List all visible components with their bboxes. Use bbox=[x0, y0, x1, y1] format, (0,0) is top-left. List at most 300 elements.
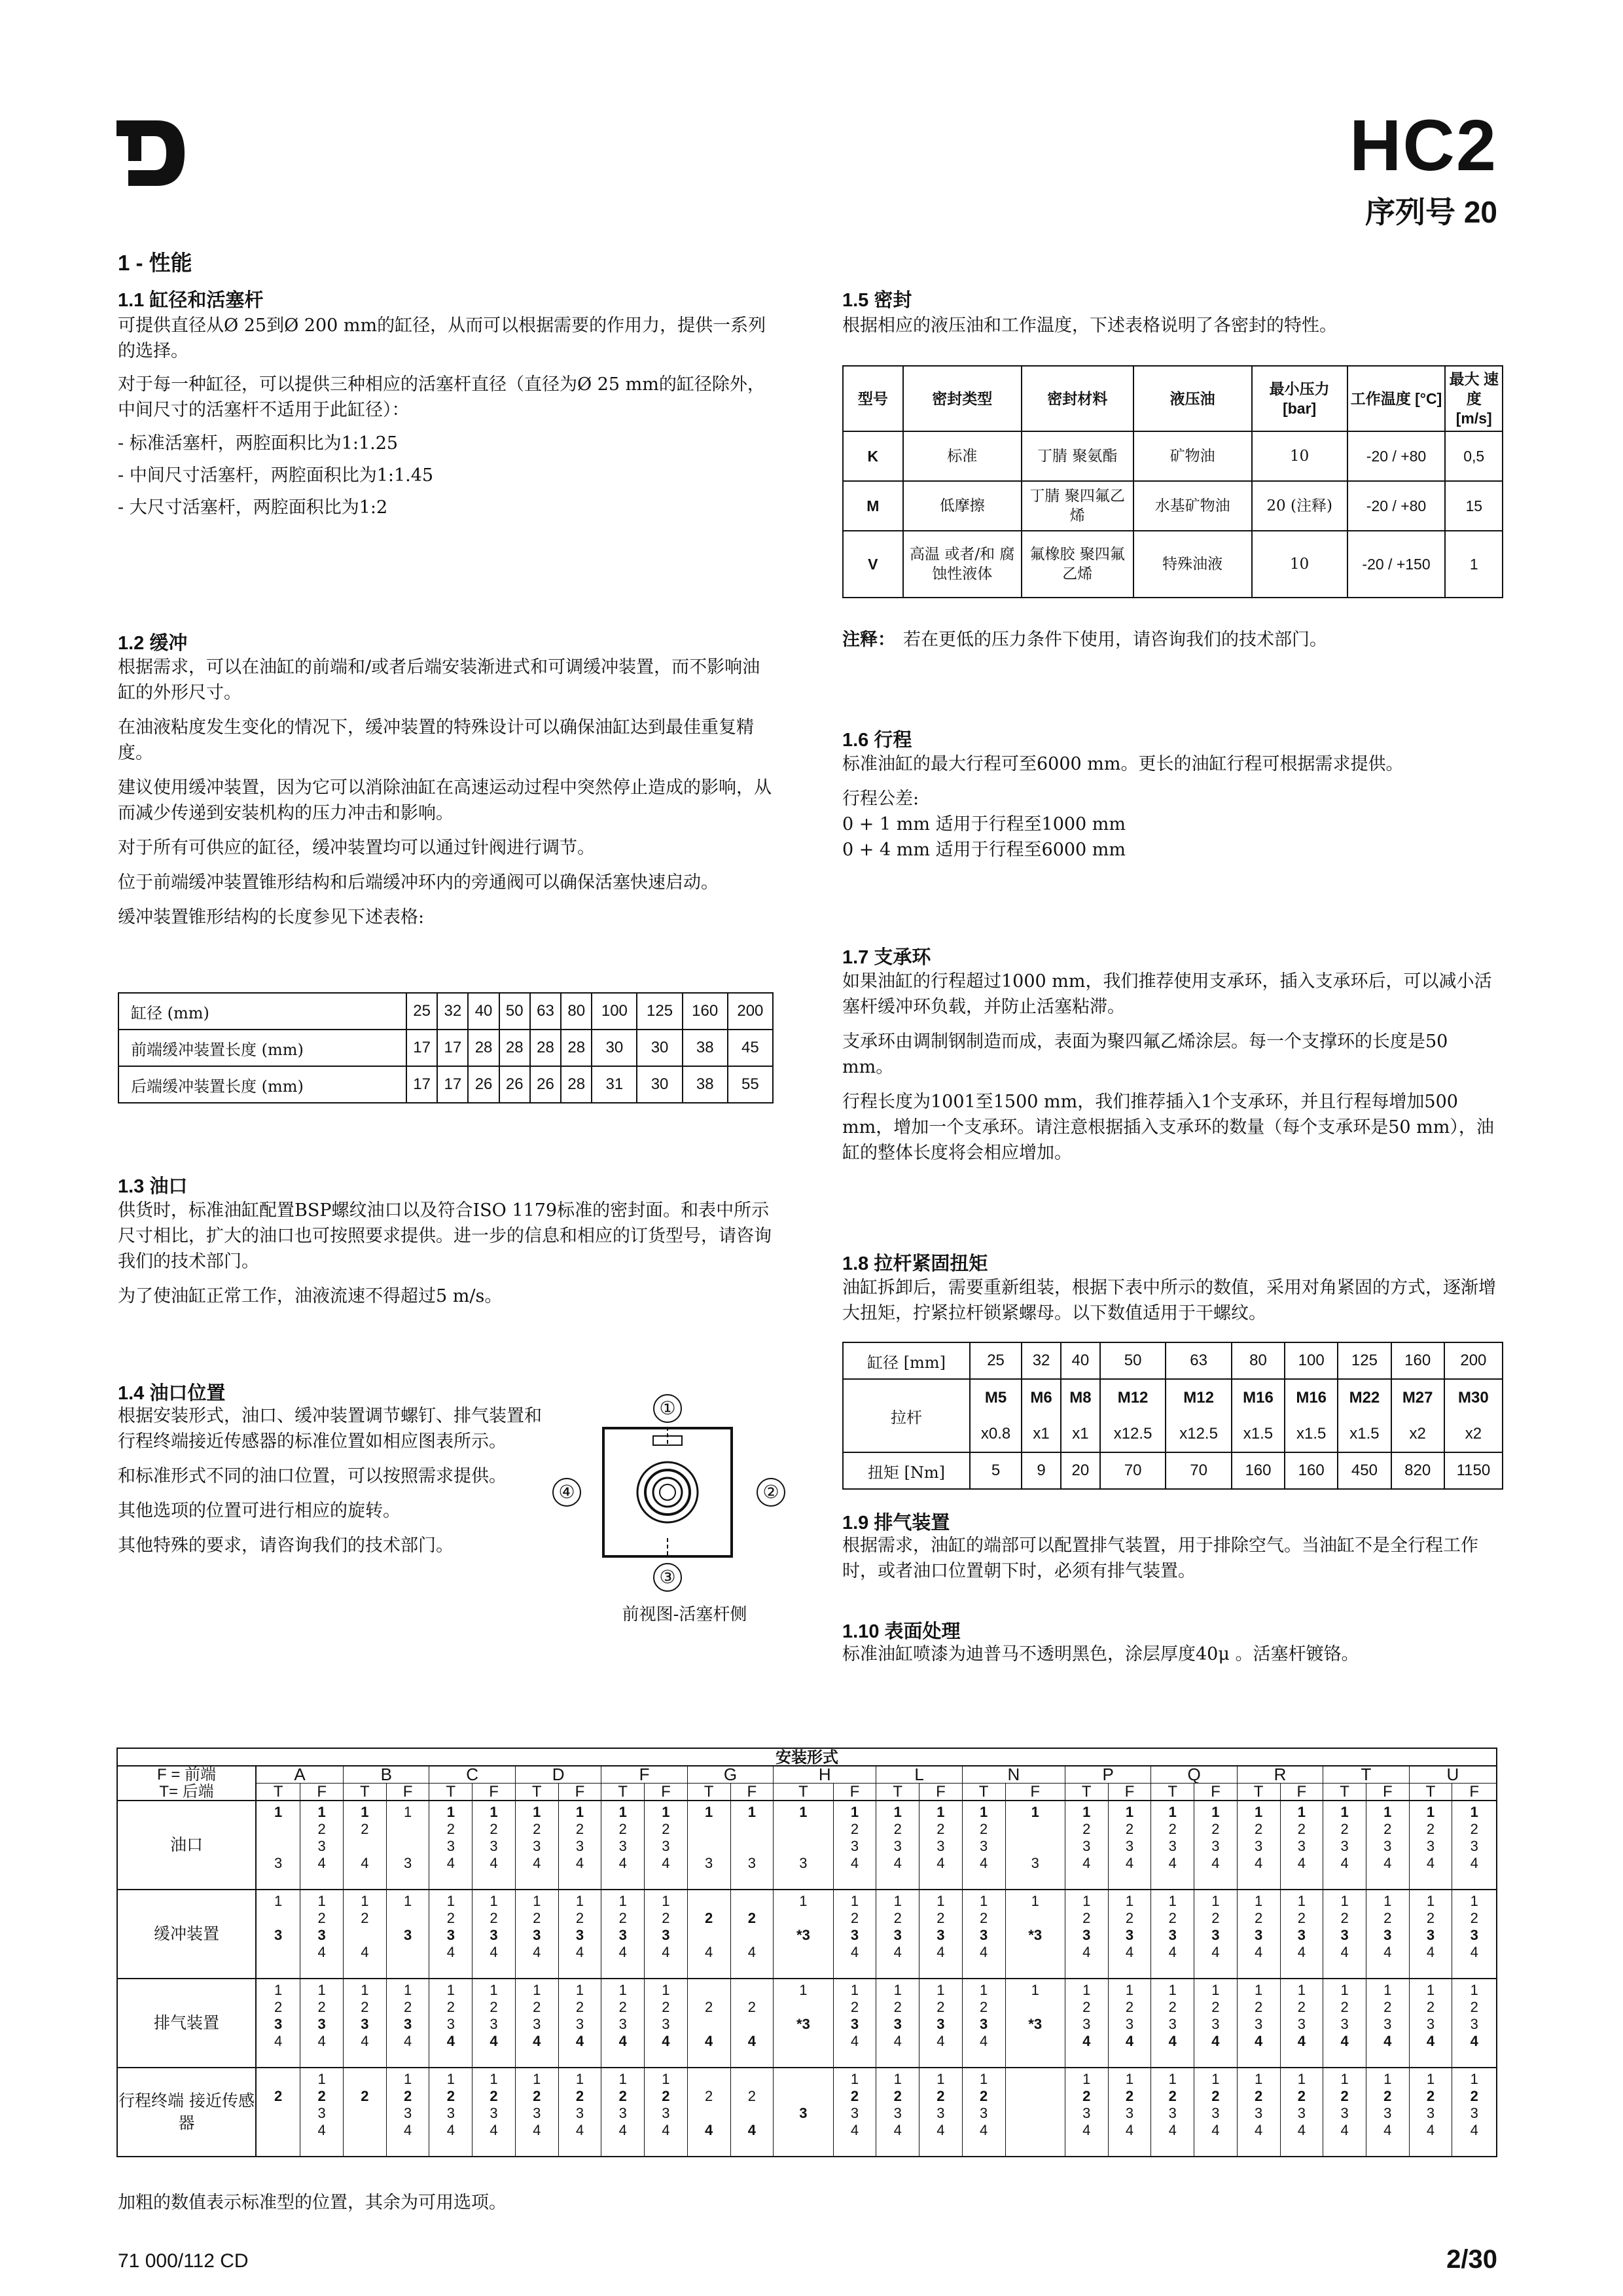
position-value: 1 bbox=[403, 1804, 412, 1820]
position-value bbox=[257, 2122, 300, 2139]
position-value: 2 bbox=[1255, 2088, 1263, 2104]
mounting-letter: Q bbox=[1151, 1766, 1237, 1784]
mounting-cell bbox=[1151, 2068, 1194, 2157]
position-value: 4 bbox=[1211, 2122, 1220, 2138]
cushion-length-table bbox=[118, 992, 774, 1103]
position-value: 4 bbox=[893, 2122, 902, 2138]
position-value: 2 bbox=[1082, 1821, 1091, 1837]
position-value: 2 bbox=[936, 1999, 945, 2015]
position-value: 1 bbox=[1082, 1804, 1091, 1820]
position-value: 4 bbox=[705, 2033, 713, 2049]
position-value: 2 bbox=[980, 1999, 988, 2015]
mounting-row bbox=[117, 1979, 1497, 2068]
position-value: 3 bbox=[1211, 1838, 1220, 1854]
rod-cell: M27 bbox=[1391, 1379, 1444, 1416]
bore-cell: 40 bbox=[1061, 1342, 1100, 1379]
paragraph: 为了使油缸正常工作，油液流速不得超过5 m/s。 bbox=[118, 1286, 503, 1306]
tf-cell: T bbox=[962, 1784, 1005, 1801]
position-value: 2 bbox=[1297, 1999, 1306, 2015]
mounting-cell bbox=[300, 1979, 344, 2068]
position-value: 4 bbox=[850, 1944, 859, 1960]
tf-cell: F bbox=[1005, 1784, 1065, 1801]
seal-cell-material: 丁腈 聚四氟乙烯 bbox=[1022, 481, 1133, 531]
mounting-cell bbox=[919, 1890, 963, 1979]
position-value: 1 bbox=[1383, 1804, 1392, 1820]
position-value: 1 bbox=[1168, 1893, 1177, 1909]
position-value: 4 bbox=[936, 1855, 945, 1871]
paragraph: 缓冲装置锥形结构的长度参见下述表格: bbox=[118, 907, 425, 927]
position-value: 1 bbox=[799, 1893, 808, 1909]
position-value: 1 bbox=[1470, 2071, 1478, 2087]
table-cell: 38 bbox=[683, 1030, 728, 1066]
mounting-cell bbox=[876, 1801, 919, 1890]
position-value bbox=[774, 1838, 832, 1855]
position-value bbox=[387, 1838, 429, 1855]
position-value: 1 bbox=[490, 1893, 498, 1909]
rod-cell: M12 bbox=[1166, 1379, 1232, 1416]
mounting-cell bbox=[962, 1801, 1005, 1890]
tf-cell: F bbox=[386, 1784, 429, 1801]
table-cell: 17 bbox=[406, 1066, 437, 1103]
mounting-cell bbox=[300, 2068, 344, 2157]
mounting-note: 加粗的数值表示标准型的位置，其余为可用选项。 bbox=[118, 2193, 507, 2213]
mounting-letter: L bbox=[876, 1766, 962, 1784]
seal-header-cell: 密封材料 bbox=[1022, 366, 1133, 431]
position-value: 4 bbox=[980, 2122, 988, 2138]
position-value: 4 bbox=[705, 2122, 713, 2138]
position-value: 2 bbox=[1383, 1910, 1392, 1926]
position-value: 1 bbox=[1426, 1804, 1435, 1820]
position-value bbox=[774, 2088, 832, 2105]
table-cell: 30 bbox=[637, 1030, 682, 1066]
paragraph: 和标准形式不同的油口位置，可以按照需求提供。 bbox=[118, 1466, 507, 1486]
mounting-cell bbox=[1005, 1801, 1065, 1890]
position-value: 4 bbox=[490, 2122, 498, 2138]
seal-header-cell: 最大 速度 [m/s] bbox=[1445, 366, 1503, 431]
position-value: 2 bbox=[1082, 2088, 1091, 2104]
position-value: 2 bbox=[361, 2088, 369, 2104]
mounting-cell bbox=[1108, 1801, 1151, 1890]
paragraph: 支承环由调制钢制造而成，表面为聚四氟乙烯涂层。每一个支撑环的长度是50 mm。 bbox=[842, 1031, 1448, 1077]
position-value: 3 bbox=[403, 2016, 412, 2032]
position-value: 2 bbox=[618, 1910, 627, 1926]
table-row bbox=[118, 1066, 773, 1103]
position-value: 3 bbox=[1168, 2105, 1177, 2121]
rod-cell: M30 bbox=[1444, 1379, 1503, 1416]
position-value: 1 bbox=[1297, 1893, 1306, 1909]
position-value bbox=[688, 2016, 730, 2033]
position-value: 4 bbox=[1125, 2122, 1134, 2138]
torque-cell: 160 bbox=[1232, 1452, 1285, 1489]
pitch-cell: x12.5 bbox=[1100, 1416, 1166, 1452]
mounting-cell bbox=[645, 1979, 688, 2068]
section-1-2-text bbox=[118, 655, 772, 930]
position-value bbox=[344, 2122, 386, 2139]
position-value: 1 bbox=[533, 1893, 541, 1909]
position-value: 2 bbox=[1082, 1910, 1091, 1926]
position-value: 2 bbox=[575, 1821, 584, 1837]
position-value: 4 bbox=[1168, 1944, 1177, 1960]
mounting-cell bbox=[730, 1979, 774, 2068]
position-value bbox=[257, 1910, 300, 1927]
position-value: 1 bbox=[850, 1804, 859, 1820]
position-value: 1 bbox=[575, 1804, 584, 1820]
position-value: 3 bbox=[1168, 1838, 1177, 1854]
position-value: 4 bbox=[490, 2033, 498, 2049]
position-value: 3 bbox=[317, 1838, 326, 1854]
mounting-cell bbox=[833, 2068, 876, 2157]
mounting-positions-table bbox=[116, 1748, 1497, 2157]
position-value: 3 bbox=[1340, 1927, 1349, 1943]
position-value bbox=[1006, 2088, 1065, 2105]
position-value: 1 bbox=[1211, 1893, 1220, 1909]
position-value: 3 bbox=[980, 1927, 988, 1943]
position-value: 3 bbox=[1082, 2016, 1091, 2032]
mounting-cell bbox=[774, 2068, 833, 2157]
torque-cell: 20 bbox=[1061, 1452, 1100, 1489]
rod-row bbox=[843, 1379, 1503, 1416]
bore-cell: 50 bbox=[1100, 1342, 1166, 1379]
position-value: 1 bbox=[317, 1893, 326, 1909]
mounting-cell bbox=[1005, 1979, 1065, 2068]
position-value: 3 bbox=[936, 2105, 945, 2121]
position-value: 4 bbox=[1255, 1855, 1263, 1871]
position-value: 1 bbox=[1426, 1982, 1435, 1998]
table-cell: 40 bbox=[468, 993, 499, 1030]
position-value: 3 bbox=[403, 2105, 412, 2121]
position-value: 3 bbox=[1383, 1927, 1392, 1943]
position-4-label: ④ bbox=[552, 1478, 581, 1507]
position-value: 4 bbox=[1426, 2033, 1435, 2049]
position-value: 3 bbox=[662, 2105, 670, 2121]
paragraph: 在油液粘度发生变化的情况下，缓冲装置的特殊设计可以确保油缸达到最佳重复精度。 bbox=[118, 717, 754, 763]
position-value: 2 bbox=[618, 1821, 627, 1837]
mounting-cell bbox=[256, 1979, 300, 2068]
position-value bbox=[387, 1944, 429, 1961]
table-cell: 31 bbox=[592, 1066, 637, 1103]
position-value: 4 bbox=[893, 2033, 902, 2049]
position-value bbox=[1006, 1910, 1065, 1927]
position-value: 1 bbox=[1340, 2071, 1349, 2087]
position-value: 3 bbox=[403, 1927, 412, 1943]
position-value bbox=[731, 2071, 774, 2088]
position-value: 1 bbox=[446, 1893, 455, 1909]
position-value: 3 bbox=[533, 1927, 541, 1943]
mounting-cell bbox=[1409, 1979, 1452, 2068]
position-value: 4 bbox=[1082, 2122, 1091, 2138]
position-value: 4 bbox=[1470, 1855, 1478, 1871]
mounting-tf-row bbox=[117, 1784, 1497, 1801]
position-value: 2 bbox=[980, 1910, 988, 1926]
mounting-cell bbox=[962, 1979, 1005, 2068]
seal-cell-seal: 低摩擦 bbox=[903, 481, 1022, 531]
mounting-letter: H bbox=[774, 1766, 876, 1784]
position-value: 1 bbox=[403, 1893, 412, 1909]
position-value: *3 bbox=[1028, 1927, 1043, 1943]
position-value: 4 bbox=[490, 1855, 498, 1871]
position-value: 3 bbox=[705, 1855, 713, 1871]
table-row bbox=[118, 993, 773, 1030]
position-value: 1 bbox=[1031, 1804, 1039, 1820]
mounting-row-label: 行程终端 接近传感器 bbox=[117, 2068, 256, 2157]
position-value: 3 bbox=[662, 2016, 670, 2032]
position-value: 2 bbox=[893, 1821, 902, 1837]
position-value: 4 bbox=[403, 2033, 412, 2049]
section-1-8-title: 1.8 拉杆紧固扭矩 bbox=[842, 1253, 988, 1274]
paragraph: 0 + 4 mm 适用于行程至6000 mm bbox=[842, 840, 1126, 860]
position-value: 3 bbox=[1255, 2016, 1263, 2032]
position-value bbox=[731, 1821, 774, 1838]
position-value: 2 bbox=[1297, 1910, 1306, 1926]
seal-header-cell: 液压油 bbox=[1133, 366, 1252, 431]
mounting-cell bbox=[1280, 1801, 1323, 1890]
section-1-9-text: 根据需求，油缸的端部可以配置排气装置，用于排除空气。当油缸不是全行程工作时，或者油口位置朝下时，必须有排气装置。 bbox=[842, 1535, 1478, 1581]
position-value: 2 bbox=[361, 1999, 369, 2015]
position-value: 1 bbox=[1383, 2071, 1392, 2087]
position-value: 4 bbox=[1297, 2033, 1306, 2049]
position-value: 2 bbox=[705, 2088, 713, 2104]
position-value bbox=[774, 2033, 832, 2050]
position-value: 4 bbox=[1470, 1944, 1478, 1960]
position-value: 1 bbox=[403, 1982, 412, 1998]
position-value: 3 bbox=[533, 2105, 541, 2121]
mounting-letter: R bbox=[1237, 1766, 1323, 1784]
mounting-cell bbox=[429, 1890, 473, 1979]
mounting-cell bbox=[774, 1801, 833, 1890]
mounting-letters-row bbox=[117, 1766, 1497, 1784]
position-value: 3 bbox=[1426, 2016, 1435, 2032]
position-value: 3 bbox=[936, 1838, 945, 1854]
position-value: 1 bbox=[799, 1982, 808, 1998]
table-cell: 160 bbox=[683, 993, 728, 1030]
position-value: 4 bbox=[1125, 1855, 1134, 1871]
position-value: 3 bbox=[662, 1838, 670, 1854]
position-value: 3 bbox=[533, 2016, 541, 2032]
position-value: 2 bbox=[1168, 2088, 1177, 2104]
position-value bbox=[731, 2105, 774, 2122]
position-value: 1 bbox=[662, 1893, 670, 1909]
mounting-cell bbox=[473, 1801, 516, 1890]
mounting-cell bbox=[1280, 2068, 1323, 2157]
mounting-cell bbox=[558, 2068, 601, 2157]
mounting-cell bbox=[558, 1890, 601, 1979]
position-value: 4 bbox=[1168, 1855, 1177, 1871]
tf-cell: T bbox=[515, 1784, 558, 1801]
paragraph: 其他特殊的要求，请咨询我们的技术部门。 bbox=[118, 1535, 454, 1556]
torque-cell: 1150 bbox=[1444, 1452, 1503, 1489]
position-value bbox=[774, 1821, 832, 1838]
mounting-cell bbox=[774, 1979, 833, 2068]
position-value: 2 bbox=[1297, 2088, 1306, 2104]
position-value: 3 bbox=[799, 1855, 808, 1871]
mounting-row bbox=[117, 2068, 1497, 2157]
position-value: 2 bbox=[980, 2088, 988, 2104]
position-value: 3 bbox=[1340, 2105, 1349, 2121]
position-value bbox=[731, 1893, 774, 1910]
mounting-letter: B bbox=[344, 1766, 429, 1784]
mounting-letter: U bbox=[1409, 1766, 1497, 1784]
position-value: 1 bbox=[936, 1893, 945, 1909]
position-value: 1 bbox=[1255, 1804, 1263, 1820]
mounting-cell bbox=[601, 1801, 645, 1890]
position-value: 1 bbox=[533, 1804, 541, 1820]
position-value: 4 bbox=[1297, 1855, 1306, 1871]
torque-cell: 9 bbox=[1022, 1452, 1061, 1489]
position-value: 2 bbox=[1125, 1821, 1134, 1837]
mounting-cell bbox=[645, 1890, 688, 1979]
mounting-cell bbox=[473, 1979, 516, 2068]
position-value bbox=[257, 1944, 300, 1961]
seal-table bbox=[842, 365, 1503, 598]
position-value: 2 bbox=[936, 1821, 945, 1837]
seal-note bbox=[842, 627, 1503, 653]
seal-cell-material: 氟橡胶 聚四氟乙烯 bbox=[1022, 531, 1133, 598]
position-value: 2 bbox=[1125, 1910, 1134, 1926]
tf-cell: F bbox=[558, 1784, 601, 1801]
mounting-cell bbox=[344, 1979, 387, 2068]
mounting-cell bbox=[1194, 1801, 1238, 1890]
position-value: 2 bbox=[1255, 1821, 1263, 1837]
position-value: 1 bbox=[1297, 1804, 1306, 1820]
mounting-cell bbox=[1065, 1801, 1108, 1890]
position-value: *3 bbox=[796, 2016, 810, 2032]
position-value: 3 bbox=[1125, 2016, 1134, 2032]
position-value: 3 bbox=[893, 1927, 902, 1943]
position-value: 2 bbox=[446, 1821, 455, 1837]
mounting-cell bbox=[730, 1801, 774, 1890]
table-cell: 28 bbox=[530, 1030, 561, 1066]
tf-cell: T bbox=[876, 1784, 919, 1801]
position-value: 4 bbox=[1255, 2122, 1263, 2138]
position-value: 4 bbox=[575, 1855, 584, 1871]
table-cell: 30 bbox=[637, 1066, 682, 1103]
position-value: 2 bbox=[446, 2088, 455, 2104]
position-value: 4 bbox=[662, 2033, 670, 2049]
section-1-5-text: 根据相应的液压油和工作温度，下述表格说明了各密封的特性。 bbox=[842, 315, 1337, 336]
position-value bbox=[1006, 2122, 1065, 2139]
position-value: 1 bbox=[1211, 1982, 1220, 1998]
position-value: 4 bbox=[361, 2033, 369, 2049]
position-value: 2 bbox=[850, 1821, 859, 1837]
position-value: 1 bbox=[980, 1982, 988, 1998]
section-1-4-text bbox=[118, 1403, 550, 1558]
position-value: 4 bbox=[533, 1855, 541, 1871]
section-1-10-text: 标准油缸喷漆为迪普马不透明黑色，涂层厚度40μ 。活塞杆镀铬。 bbox=[842, 1644, 1359, 1664]
table-cell: 32 bbox=[437, 993, 468, 1030]
position-value: 4 bbox=[850, 2033, 859, 2049]
table-cell: 200 bbox=[728, 993, 773, 1030]
position-value: 2 bbox=[850, 1910, 859, 1926]
seal-cell-temp: -20 / +80 bbox=[1347, 431, 1446, 481]
position-value: 1 bbox=[1340, 1804, 1349, 1820]
position-value bbox=[688, 1982, 730, 1999]
paragraph: 其他选项的位置可进行相应的旋转。 bbox=[118, 1501, 401, 1521]
position-value: 1 bbox=[1125, 2071, 1134, 2087]
position-value bbox=[731, 1838, 774, 1855]
seal-cell-seal: 标准 bbox=[903, 431, 1022, 481]
position-value: 2 bbox=[662, 2088, 670, 2104]
paragraph: 根据需求，可以在油缸的前端和/或者后端安装渐进式和可调缓冲装置，而不影响油缸的外形尺寸。 bbox=[118, 657, 760, 703]
position-value: 4 bbox=[317, 2033, 326, 2049]
paragraph: 标准油缸的最大行程可至6000 mm。更长的油缸行程可根据需求提供。 bbox=[842, 754, 1404, 774]
position-value: 1 bbox=[1031, 1982, 1039, 1998]
paragraph: 可提供直径从Ø 25到Ø 200 mm的缸径，从而可以根据需要的作用力，提供一系列的选择。 bbox=[118, 315, 766, 361]
position-value: 1 bbox=[446, 1982, 455, 1998]
mounting-row-label: 排气装置 bbox=[117, 1979, 256, 2068]
position-value: 3 bbox=[446, 2105, 455, 2121]
rod-cell: M22 bbox=[1338, 1379, 1391, 1416]
position-value: 1 bbox=[1211, 1804, 1220, 1820]
paragraph: 对于每一种缸径，可以提供三种相应的活塞杆直径（直径为Ø 25 mm的缸径除外，中间尺寸的活塞杆不适用于此缸径）： bbox=[118, 374, 765, 420]
position-value: 1 bbox=[1255, 2071, 1263, 2087]
position-value: 2 bbox=[1211, 1910, 1220, 1926]
position-value: 4 bbox=[1383, 1855, 1392, 1871]
position-value: 4 bbox=[317, 1855, 326, 1871]
position-value: 1 bbox=[618, 1893, 627, 1909]
position-value: 1 bbox=[893, 1804, 902, 1820]
position-value: 4 bbox=[1426, 1855, 1435, 1871]
position-value: 4 bbox=[662, 1855, 670, 1871]
mounting-letter: N bbox=[962, 1766, 1065, 1784]
position-value: 2 bbox=[533, 2088, 541, 2104]
mounting-cell bbox=[687, 1890, 730, 1979]
position-value: 4 bbox=[1255, 2033, 1263, 2049]
mounting-cell bbox=[601, 1979, 645, 2068]
mounting-cell bbox=[1108, 1979, 1151, 2068]
mounting-cell bbox=[1366, 1890, 1409, 1979]
position-value: 1 bbox=[1297, 2071, 1306, 2087]
position-value: 4 bbox=[1297, 2122, 1306, 2138]
position-value: 2 bbox=[1426, 1821, 1435, 1837]
position-value: 3 bbox=[747, 1855, 756, 1871]
mounting-cell bbox=[386, 1890, 429, 1979]
paragraph: 位于前端缓冲装置锥形结构和后端缓冲环内的旁通阀可以确保活塞快速启动。 bbox=[118, 872, 719, 893]
position-value: 2 bbox=[1383, 1999, 1392, 2015]
position-value: 2 bbox=[533, 1821, 541, 1837]
position-value: 1 bbox=[490, 2071, 498, 2087]
position-value: 4 bbox=[575, 1944, 584, 1960]
position-value: 3 bbox=[1082, 2105, 1091, 2121]
table-cell: 25 bbox=[406, 993, 437, 1030]
section-1-1-title: 1.1 缸径和活塞杆 bbox=[118, 290, 264, 311]
position-value bbox=[1006, 1821, 1065, 1838]
mounting-cell bbox=[919, 1801, 963, 1890]
tf-cell: T bbox=[429, 1784, 473, 1801]
mounting-cell bbox=[833, 1979, 876, 2068]
section-1-9-title: 1.9 排气装置 bbox=[842, 1513, 950, 1534]
table-cell: 17 bbox=[437, 1030, 468, 1066]
position-value: 3 bbox=[893, 1838, 902, 1854]
position-value: 2 bbox=[446, 1910, 455, 1926]
mounting-cell bbox=[515, 1890, 558, 1979]
position-value: 3 bbox=[936, 1927, 945, 1943]
section-1-6-title: 1.6 行程 bbox=[842, 730, 912, 751]
mounting-cell bbox=[300, 1801, 344, 1890]
position-value: 3 bbox=[980, 2105, 988, 2121]
position-value: 4 bbox=[361, 1944, 369, 1960]
mounting-cell bbox=[601, 1890, 645, 1979]
mounting-cell bbox=[344, 1801, 387, 1890]
position-value: 1 bbox=[1255, 1893, 1263, 1909]
paragraph: 行程长度为1001至1500 mm，我们推荐插入1个支承环，并且行程每增加500 mm，增加一个支承环。请注意根据插入支承环的数量（每个支承环是50 mm），油缸的整体长度将会相应增加。 bbox=[842, 1092, 1494, 1163]
mounting-cell bbox=[962, 1890, 1005, 1979]
pitch-cell: x0.8 bbox=[970, 1416, 1022, 1452]
mounting-cell bbox=[473, 1890, 516, 1979]
position-value: 2 bbox=[1426, 1910, 1435, 1926]
position-value: 1 bbox=[1470, 1804, 1478, 1820]
torque-cell: 820 bbox=[1391, 1452, 1444, 1489]
position-value: 1 bbox=[1082, 1982, 1091, 1998]
